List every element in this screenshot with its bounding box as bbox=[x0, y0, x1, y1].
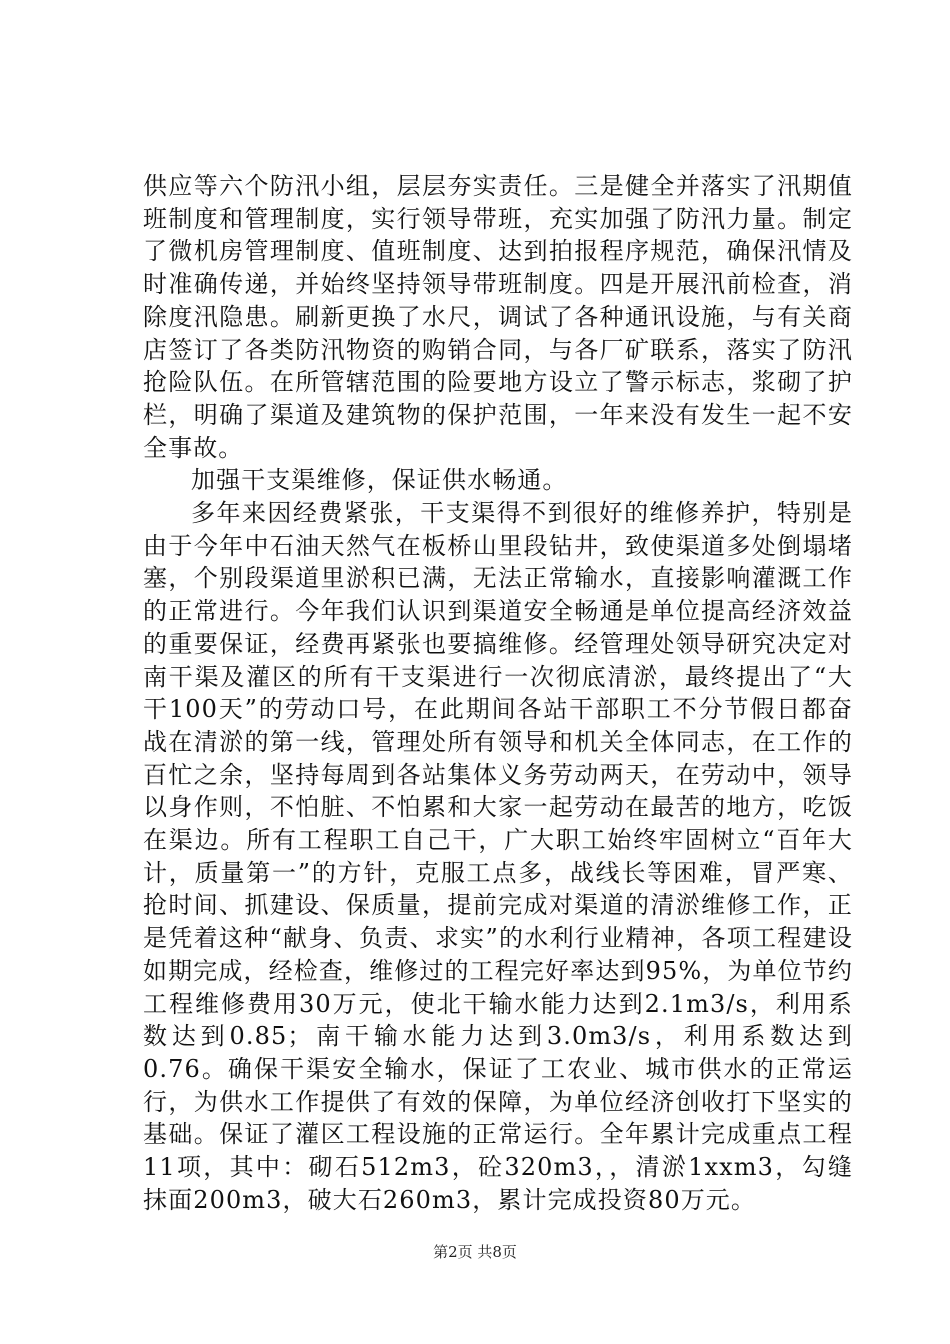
paragraph-canal-maintenance: 多年来因经费紧张，干支渠得不到很好的维修养护，特别是由于今年中石油天然气在板桥山里段钻井，致使渠道多处倒塌堵塞，个别段渠道里淤积已满，无法正常输水，直接影响灌溉工作的正常进行。今年我们认识到渠道安全畅通是单位提高经济效益的重要保证，经费再紧张也要搞维修。经管理处领导研究决定对南干渠及灌区的所有干支渠进行一次彻底清淤，最终提出了“大干100天”的劳动口号，在此期间各站干部职工不分节假日都奋战在清淤的第一线，管理处所有领导和机关全体同志，在工作的百忙之余，坚持每周到各站集体义务劳动两天，在劳动中，领导以身作则，不怕脏、不怕累和大家一起劳动在最苦的地方，吃饭在渠边。所有工程职工自己干，广大职工始终牢固树立“百年大计，质量第一”的方针，克服工点多，战线长等困难，冒严寒、抢时间、抓建设、保质量，提前完成对渠道的清淤维修工作，正是凭着这种“献身、负责、求实”的水利行业精神，各项工程建设如期完成，经检查，维修过的工程完好率达到95%，为单位节约工程维修费用30万元，使北干输水能力达到2.1m3/s，利用系数达到0.85；南干输水能力达到3.0m3/s，利用系数达到0.76。确保干渠安全输水，保证了工农业、城市供水的正常运行，为供水工作提供了有效的保障，为单位经济创收打下坚实的基础。保证了灌区工程设施的正常运行。全年累计完成重点工程11项，其中：砌石512m3，砼320m3，，清淤1xxm3，勾缝抹面200m3，破大石260m3，累计完成投资80万元。 bbox=[143, 499, 853, 1214]
paragraph-heading-canal-maintenance: 加强干支渠维修，保证供水畅通。 bbox=[191, 466, 568, 495]
document-body bbox=[143, 170, 853, 1217]
paragraph-flood-control: 供应等六个防汛小组，层层夯实责任。三是健全并落实了汛期值班制度和管理制度，实行领导带班，充实加强了防汛力量。制定了微机房管理制度、值班制度、达到拍报程序规范，确保汛情及时准确传递，并始终坚持领导带班制度。四是开展汛前检查，消除度汛隐患。刷新更换了水尺，调试了各种通讯设施，与有关商店签订了各类防汛物资的购销合同，与各厂矿联系，落实了防汛抢险队伍。在所管辖范围的险要地方设立了警示标志，浆砌了护栏，明确了渠道及建筑物的保护范围，一年来没有发生一起不安全事故。 bbox=[143, 172, 853, 462]
page-footer: 第2页 共8页 bbox=[433, 1243, 517, 1261]
